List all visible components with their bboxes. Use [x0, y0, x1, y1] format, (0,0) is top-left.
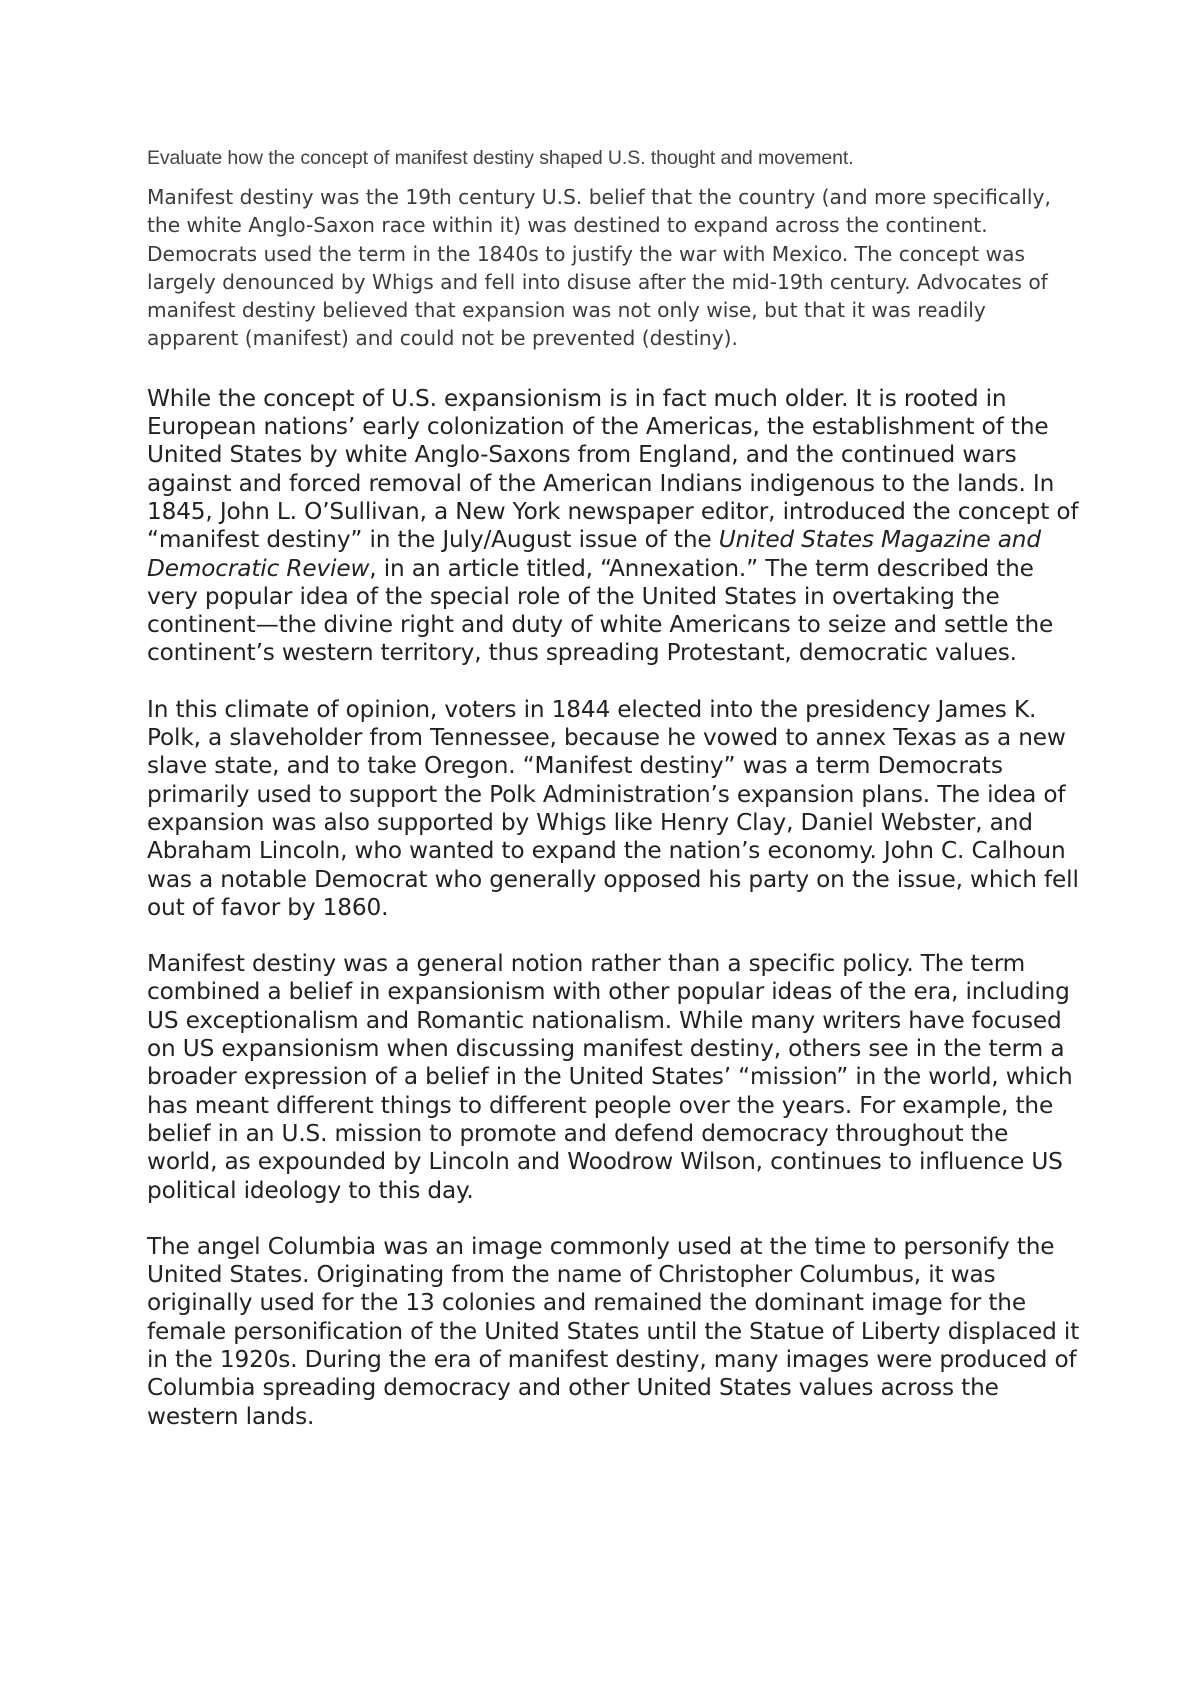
- magazine-title: United States Magazine and Democratic Review: [147, 526, 1041, 582]
- intro-paragraph: Manifest destiny was the 19th century U.S. belief that the country (and more specifically, the white Anglo-Saxon race within it) was destined to expand across the continent. Democrats used the term in the 1840s to justify the war with Mexico. The concept was largely denounced by Whigs and fell into disuse after the mid-19th century. Advocates of manifest destiny believed that expansion was not only wise, but that it was readily apparent (manifest) and could not be prevented (destiny).: [147, 185, 1051, 351]
- essay-question: Evaluate how the concept of manifest destiny shaped U.S. thought and movement.: [147, 147, 854, 169]
- paragraph-polk: In this climate of opinion, voters in 1844 elected into the presidency James K. Polk, a slaveholder from Tennessee, because he vowed to annex Texas as a new slave state, and to take Oregon. “Manifest destiny” was a term Democrats primarily used to support the Polk Administration’s expansion plans. The idea of expansion was also supported by Whigs like Henry Clay, Daniel Webster, and Abraham Lincoln, who wanted to expand the nation’s economy. John C. Calhoun was a notable Democrat who generally opposed his party on the issue, which fell out of favor by 1860.: [147, 695, 1079, 921]
- paragraph-origins-text-start: While the concept of U.S. expansionism is in fact much older. It is rooted in European nations’ early colonization of the Americas, the establishment of the United States by white Anglo-Saxons from England, and the continued wars against and forced removal of the American Indians indigenous to the lands. In 1845, John L. O’Sullivan, a New York newspaper editor, introduced the concept of “manifest destiny” in the July/August issue of the: [147, 384, 1079, 554]
- paragraph-origins-text-end: , in an article titled, “Annexation.” The term described the very popular idea of the special role of the United States in overtaking the continent—the divine right and duty of white Americans to seize and settle the continent’s western territory, thus spreading Protestant, democratic values.: [147, 554, 1054, 667]
- paragraph-origins: [147, 385, 1082, 668]
- paragraph-general-notion: Manifest destiny was a general notion rather than a specific policy. The term combined a belief in expansionism with other popular ideas of the era, including US exceptionalism and Romantic nationalism. While many writers have focused on US expansionism when discussing manifest destiny, others see in the term a broader expression of a belief in the United States’ “mission” in the world, which has meant different things to different people over the years. For example, the belief in an U.S. mission to promote and defend democracy throughout the world, as expounded by Lincoln and Woodrow Wilson, continues to influence US political ideology to this day.: [147, 950, 1073, 1204]
- document-content: [147, 145, 1080, 1459]
- paragraph-columbia: The angel Columbia was an image commonly used at the time to personify the United States. Originating from the name of Christopher Columbus, it was originally used for the 13 colonies and remained the dominant image for the female personification of the United States until the Statue of Liberty displaced it in the 1920s. During the era of manifest destiny, many images were produced of Columbia spreading democracy and other United States values across the western lands.: [147, 1232, 1080, 1430]
